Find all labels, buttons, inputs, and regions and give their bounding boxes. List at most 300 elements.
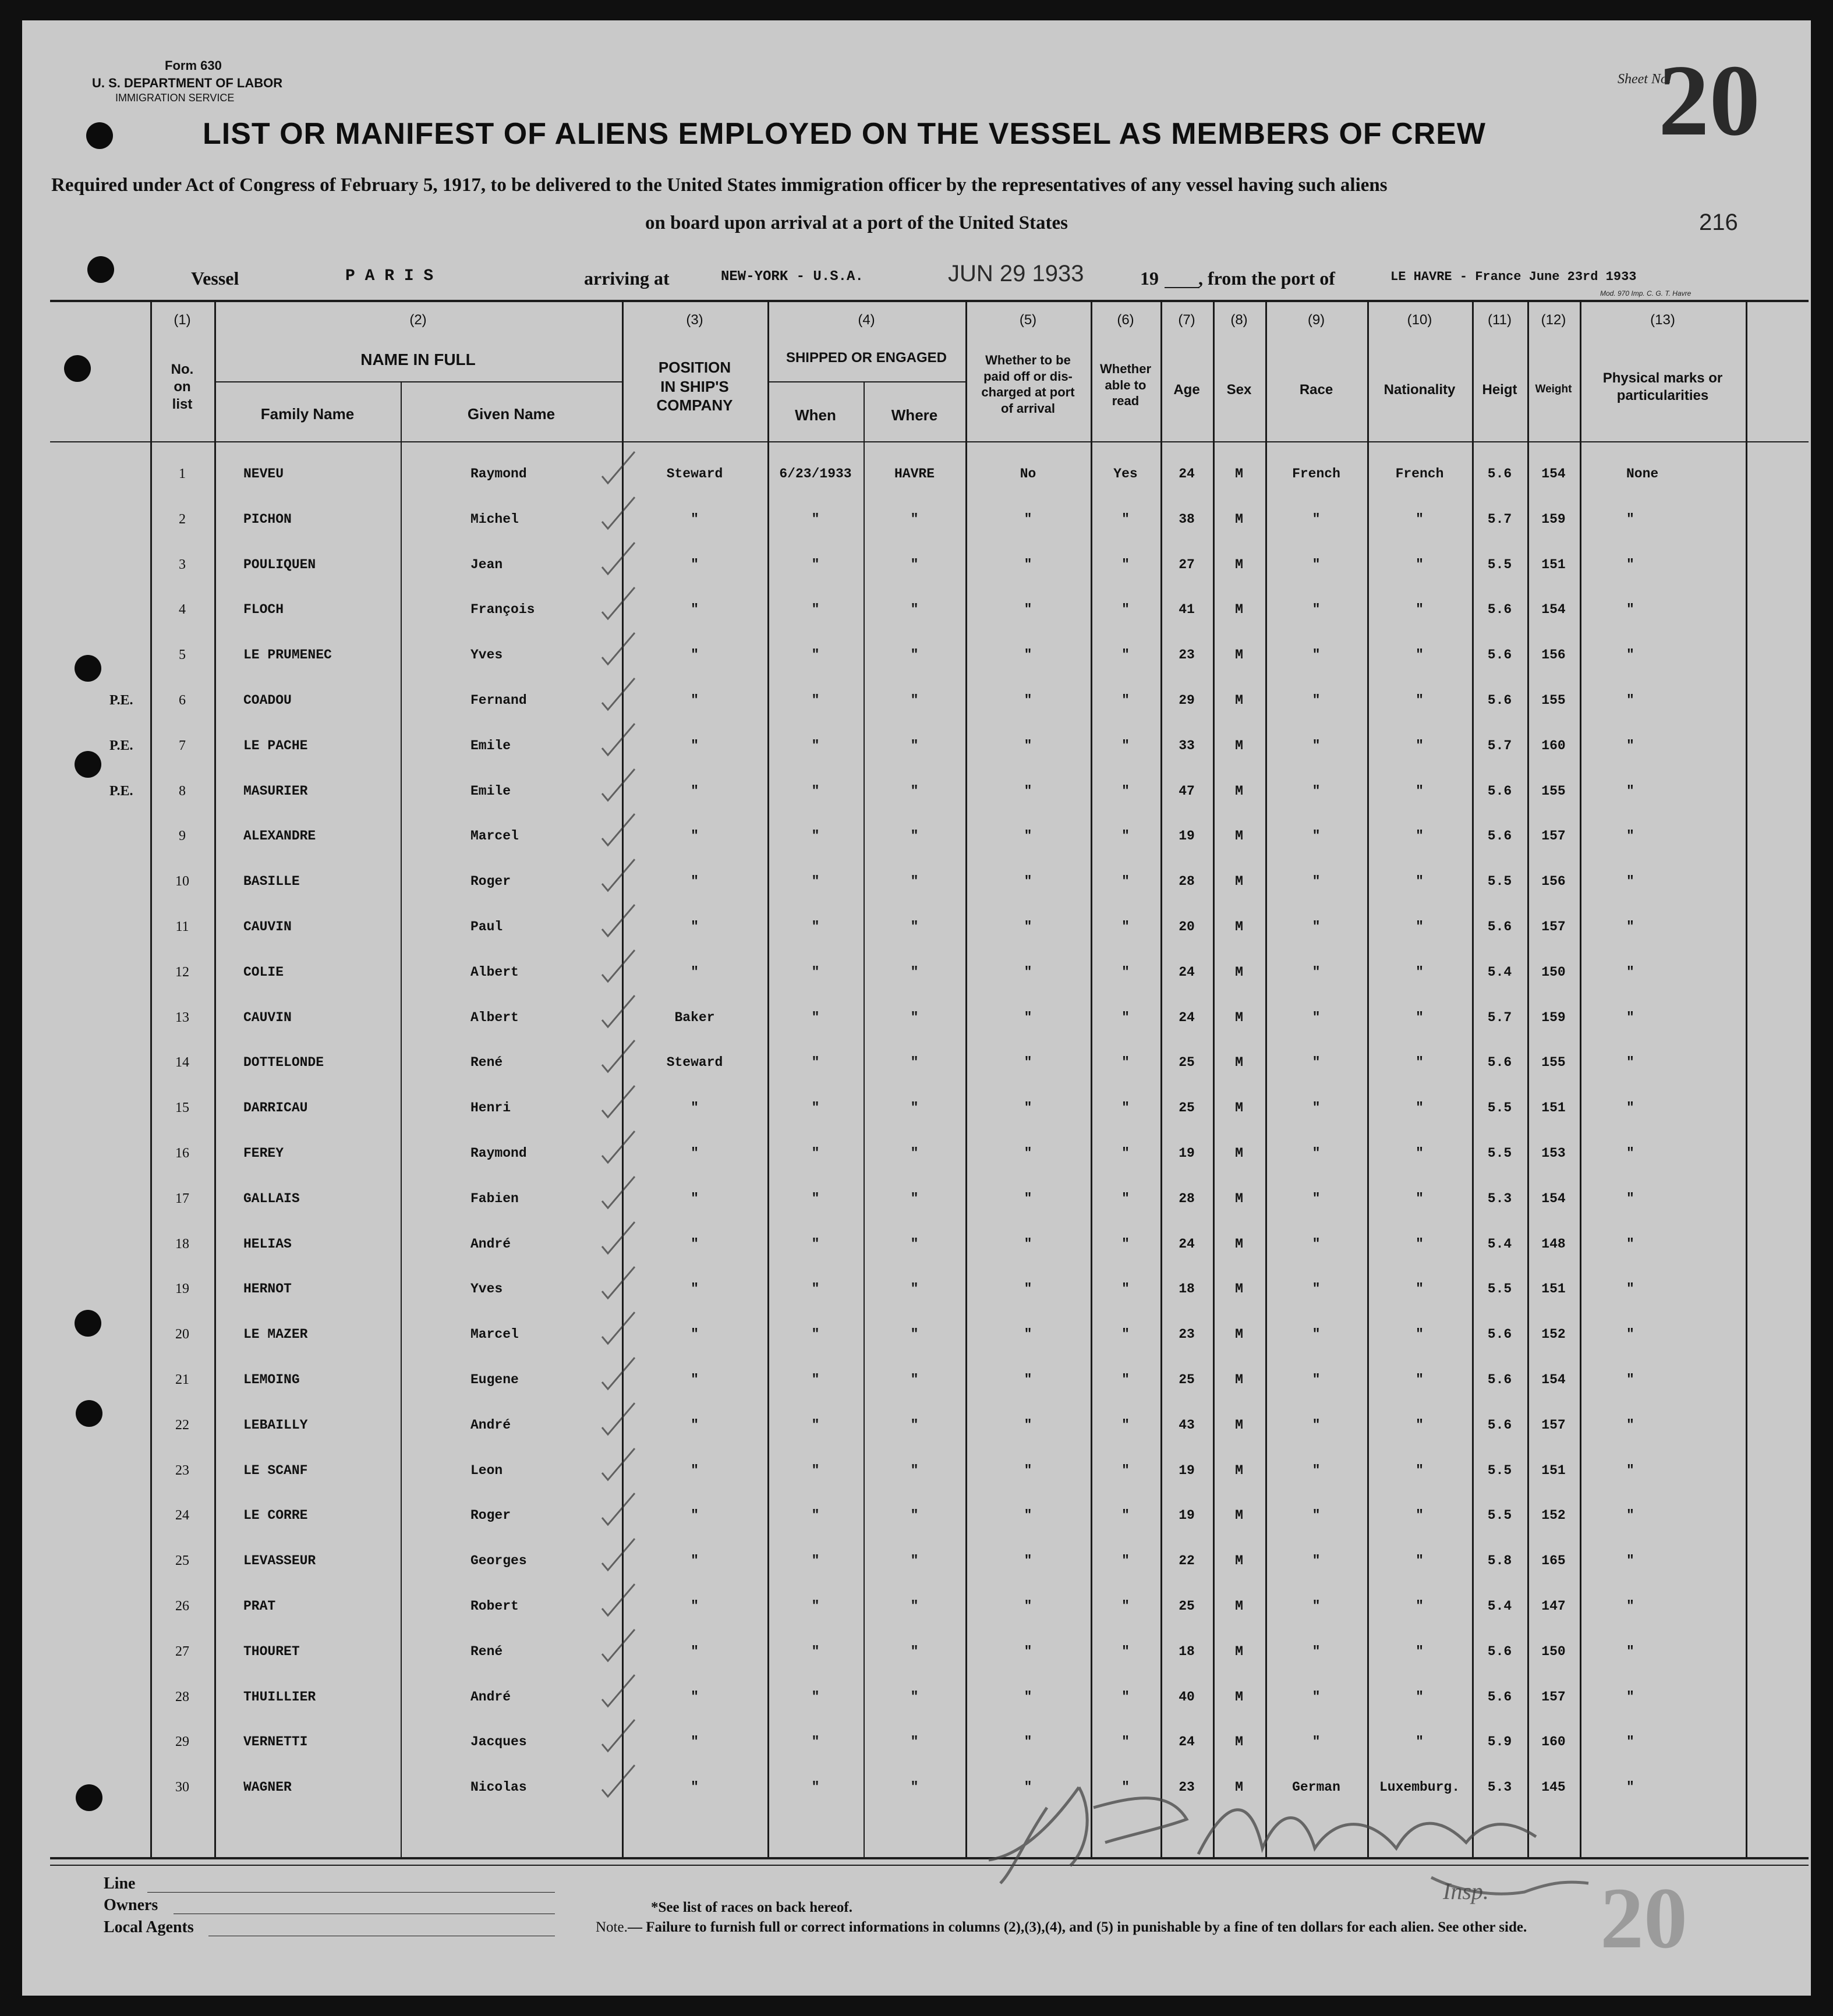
weight-cell: 154 xyxy=(1541,1372,1566,1387)
shipped-where-cell: " xyxy=(910,1780,919,1795)
sex-cell: M xyxy=(1235,1327,1243,1342)
paid-off-cell: " xyxy=(1024,1281,1032,1297)
date-stamp: JUN 29 1933 xyxy=(948,261,1084,286)
col-rule xyxy=(1160,300,1162,1857)
family-name-cell: GALLAIS xyxy=(243,1191,300,1206)
height-cell: 5.5 xyxy=(1487,874,1512,890)
weight-cell: 151 xyxy=(1541,1100,1566,1116)
height-cell: 5.4 xyxy=(1487,1599,1512,1614)
vessel-name: P A R I S xyxy=(345,267,434,285)
punch-hole xyxy=(75,1310,101,1337)
nationality-cell: " xyxy=(1416,1553,1424,1569)
position-cell: " xyxy=(691,1780,699,1795)
position-cell: " xyxy=(691,511,699,527)
paid-off-cell: " xyxy=(1024,1372,1032,1387)
col-number: (6) xyxy=(1117,312,1134,328)
given-name-cell: André xyxy=(470,1689,511,1705)
penalty-note: — Failure to furnish full or correct informations in columns (2),(3),(4), and (5) in punishable by a fine of ten dollars for each alien. See other side. xyxy=(628,1919,1527,1935)
height-cell: 5.8 xyxy=(1487,1553,1512,1569)
family-name-cell: LE PRUMENEC xyxy=(243,647,332,663)
given-name-cell: Nicolas xyxy=(470,1780,527,1795)
given-name-cell: Roger xyxy=(470,874,511,890)
race-cell: " xyxy=(1312,1236,1321,1252)
able-to-read-cell: " xyxy=(1121,1146,1130,1161)
check-mark-icon xyxy=(599,1445,639,1486)
race-cell: " xyxy=(1312,738,1321,753)
weight-cell: 156 xyxy=(1541,874,1566,890)
col-header-nationality: Nationality xyxy=(1383,382,1456,398)
check-mark-icon xyxy=(599,629,639,670)
shipped-when-cell: " xyxy=(811,1734,820,1750)
nationality-cell: " xyxy=(1416,557,1424,572)
height-cell: 5.7 xyxy=(1487,738,1512,753)
sex-cell: M xyxy=(1235,511,1243,527)
check-mark-icon xyxy=(599,1218,639,1259)
nationality-cell: " xyxy=(1416,1508,1424,1523)
given-name-cell: Michel xyxy=(470,511,519,527)
shipped-when-cell: " xyxy=(811,1009,820,1025)
height-cell: 5.6 xyxy=(1487,919,1512,934)
nationality-cell: " xyxy=(1416,1055,1424,1071)
position-cell: " xyxy=(691,738,699,753)
nationality-cell: " xyxy=(1416,1417,1424,1433)
col-number: (12) xyxy=(1541,312,1566,328)
shipped-where-cell: " xyxy=(910,511,919,527)
col-number: (4) xyxy=(858,312,875,328)
family-name-cell: FEREY xyxy=(243,1146,284,1161)
row-number: 2 xyxy=(179,511,186,527)
arrival-port: NEW-YORK - U.S.A. xyxy=(721,269,864,285)
punch-hole xyxy=(86,122,113,149)
age-cell: 29 xyxy=(1179,693,1195,708)
sex-cell: M xyxy=(1235,828,1243,844)
able-to-read-cell: " xyxy=(1121,1236,1130,1252)
able-to-read-cell: " xyxy=(1121,783,1130,799)
able-to-read-cell: " xyxy=(1121,1508,1130,1523)
inspector-signature xyxy=(977,1773,1618,1907)
age-cell: 23 xyxy=(1179,647,1195,663)
able-to-read-cell: " xyxy=(1121,1281,1130,1297)
race-cell: French xyxy=(1292,466,1340,481)
physical-marks-cell: " xyxy=(1626,602,1634,618)
able-to-read-cell: " xyxy=(1121,828,1130,844)
col-header-name: NAME IN FULL xyxy=(360,350,476,369)
shipped-when-cell: " xyxy=(811,919,820,934)
sheet-label: Sheet No. xyxy=(1618,72,1671,87)
sheet-number: 20 xyxy=(1658,44,1760,157)
physical-marks-cell: " xyxy=(1626,1191,1634,1206)
race-cell: " xyxy=(1312,1055,1321,1071)
height-cell: 5.3 xyxy=(1487,1191,1512,1206)
given-name-cell: Raymond xyxy=(470,1146,527,1161)
age-cell: 25 xyxy=(1179,1100,1195,1116)
nationality-cell: " xyxy=(1416,1146,1424,1161)
family-name-cell: HELIAS xyxy=(243,1236,292,1252)
given-name-cell: Jacques xyxy=(470,1734,527,1750)
punch-hole xyxy=(75,751,101,778)
sex-cell: M xyxy=(1235,1462,1243,1478)
col-number: (8) xyxy=(1230,312,1248,328)
family-name-cell: HERNOT xyxy=(243,1281,292,1297)
col-header-when: When xyxy=(795,406,836,424)
weight-cell: 150 xyxy=(1541,1643,1566,1659)
from-port-label: , from the port of xyxy=(1198,268,1335,289)
given-name-cell: Albert xyxy=(470,964,519,980)
check-mark-icon xyxy=(599,1399,639,1440)
family-name-cell: PRAT xyxy=(243,1599,276,1614)
position-cell: " xyxy=(691,1599,699,1614)
col-header-where: Where xyxy=(891,406,938,424)
nationality-cell: " xyxy=(1416,602,1424,618)
paid-off-cell: " xyxy=(1024,1055,1032,1071)
height-cell: 5.6 xyxy=(1487,1327,1512,1342)
height-cell: 5.6 xyxy=(1487,1372,1512,1387)
weight-cell: 153 xyxy=(1541,1146,1566,1161)
col-number: (11) xyxy=(1488,312,1512,328)
paid-off-cell: " xyxy=(1024,964,1032,980)
shipped-where-cell: " xyxy=(910,1281,919,1297)
position-cell: " xyxy=(691,1146,699,1161)
row-number: 6 xyxy=(179,693,186,708)
shipped-where-cell: " xyxy=(910,1462,919,1478)
shipped-where-cell: " xyxy=(910,647,919,663)
col-header-position: POSITION IN SHIP'S COMPANY xyxy=(656,359,733,414)
sex-cell: M xyxy=(1235,1236,1243,1252)
shipped-when-cell: " xyxy=(811,557,820,572)
physical-marks-cell: " xyxy=(1626,919,1634,934)
position-cell: " xyxy=(691,828,699,844)
given-name-cell: Eugene xyxy=(470,1372,519,1387)
family-name-cell: WAGNER xyxy=(243,1780,292,1795)
age-cell: 18 xyxy=(1179,1643,1195,1659)
weight-cell: 160 xyxy=(1541,1734,1566,1750)
nationality-cell: " xyxy=(1416,693,1424,708)
age-cell: 24 xyxy=(1179,1009,1195,1025)
family-name-cell: ALEXANDRE xyxy=(243,828,316,844)
nationality-cell: " xyxy=(1416,1281,1424,1297)
check-mark-icon xyxy=(599,675,639,715)
position-cell: " xyxy=(691,647,699,663)
check-mark-icon xyxy=(599,448,639,489)
shipped-when-cell: " xyxy=(811,1643,820,1659)
shipped-when-cell: " xyxy=(811,1372,820,1387)
sex-cell: M xyxy=(1235,466,1243,481)
given-name-cell: Yves xyxy=(470,1281,503,1297)
race-cell: " xyxy=(1312,1462,1321,1478)
height-cell: 5.6 xyxy=(1487,693,1512,708)
able-to-read-cell: Yes xyxy=(1113,466,1138,481)
able-to-read-cell: " xyxy=(1121,919,1130,934)
check-mark-icon xyxy=(599,992,639,1033)
punch-hole xyxy=(87,256,114,283)
height-cell: 5.5 xyxy=(1487,1462,1512,1478)
age-cell: 23 xyxy=(1179,1327,1195,1342)
paid-off-cell: " xyxy=(1024,828,1032,844)
shipped-when-cell: " xyxy=(811,783,820,799)
position-cell: " xyxy=(691,1643,699,1659)
race-cell: " xyxy=(1312,1553,1321,1569)
row-number: 20 xyxy=(175,1327,189,1342)
sex-cell: M xyxy=(1235,1508,1243,1523)
height-cell: 5.7 xyxy=(1487,1009,1512,1025)
physical-marks-cell: " xyxy=(1626,1417,1634,1433)
given-name-cell: Fernand xyxy=(470,693,527,708)
paid-off-cell: " xyxy=(1024,1780,1032,1795)
shipped-subheader-rule xyxy=(767,381,965,382)
height-cell: 5.6 xyxy=(1487,783,1512,799)
col-rule xyxy=(965,300,967,1857)
position-cell: " xyxy=(691,1462,699,1478)
physical-marks-cell: " xyxy=(1626,1055,1634,1071)
check-mark-icon xyxy=(599,810,639,851)
shipped-when-cell: " xyxy=(811,1508,820,1523)
year-label: 19 xyxy=(1140,268,1159,289)
shipped-when-cell: " xyxy=(811,1055,820,1071)
shipped-where-cell: " xyxy=(910,1009,919,1025)
able-to-read-cell: " xyxy=(1121,1100,1130,1116)
paid-off-cell: " xyxy=(1024,1009,1032,1025)
height-cell: 5.6 xyxy=(1487,647,1512,663)
col-rule xyxy=(1213,300,1215,1857)
weight-cell: 152 xyxy=(1541,1508,1566,1523)
family-name-cell: VERNETTI xyxy=(243,1734,308,1750)
shipped-when-cell: " xyxy=(811,874,820,890)
paid-off-cell: " xyxy=(1024,1146,1032,1161)
given-name-cell: Emile xyxy=(470,783,511,799)
physical-marks-cell: " xyxy=(1626,828,1634,844)
paid-off-cell: " xyxy=(1024,1417,1032,1433)
physical-marks-cell: " xyxy=(1626,1508,1634,1523)
shipped-when-cell: " xyxy=(811,1100,820,1116)
able-to-read-cell: " xyxy=(1121,1009,1130,1025)
weight-cell: 159 xyxy=(1541,1009,1566,1025)
able-to-read-cell: " xyxy=(1121,738,1130,753)
shipped-where-cell: " xyxy=(910,1055,919,1071)
height-cell: 5.5 xyxy=(1487,1146,1512,1161)
sex-cell: M xyxy=(1235,693,1243,708)
family-name-cell: DOTTELONDE xyxy=(243,1055,324,1071)
able-to-read-cell: " xyxy=(1121,1780,1130,1795)
nationality-cell: " xyxy=(1416,874,1424,890)
nationality-cell: " xyxy=(1416,1100,1424,1116)
age-cell: 19 xyxy=(1179,828,1195,844)
paid-off-cell: " xyxy=(1024,1327,1032,1342)
vessel-label: Vessel xyxy=(191,268,239,289)
col-header-race: Race xyxy=(1299,382,1333,398)
age-cell: 19 xyxy=(1179,1508,1195,1523)
height-cell: 5.9 xyxy=(1487,1734,1512,1750)
able-to-read-cell: " xyxy=(1121,1462,1130,1478)
col-header-shipped: SHIPPED OR ENGAGED xyxy=(785,350,947,366)
shipped-where-cell: " xyxy=(910,1689,919,1705)
family-name-cell: BASILLE xyxy=(243,874,300,890)
shipped-when-cell: " xyxy=(811,602,820,618)
shipped-where-cell: " xyxy=(910,1508,919,1523)
physical-marks-cell: " xyxy=(1626,738,1634,753)
physical-marks-cell: " xyxy=(1626,1281,1634,1297)
col-rule xyxy=(767,300,769,1857)
position-cell: " xyxy=(691,693,699,708)
note-prefix: Note. xyxy=(596,1919,628,1935)
punch-hole xyxy=(76,1400,102,1427)
age-cell: 22 xyxy=(1179,1553,1195,1569)
height-cell: 5.3 xyxy=(1487,1780,1512,1795)
row-number: 25 xyxy=(175,1553,189,1569)
age-cell: 47 xyxy=(1179,783,1195,799)
weight-cell: 151 xyxy=(1541,557,1566,572)
col-rule xyxy=(1265,300,1267,1857)
paid-off-cell: " xyxy=(1024,1599,1032,1614)
position-cell: " xyxy=(691,919,699,934)
given-name-cell: Henri xyxy=(470,1100,511,1116)
shipped-where-cell: " xyxy=(910,919,919,934)
col-number: (10) xyxy=(1407,312,1432,328)
position-cell: " xyxy=(691,1191,699,1206)
weight-cell: 155 xyxy=(1541,783,1566,799)
row-number: 12 xyxy=(175,964,189,980)
age-cell: 27 xyxy=(1179,557,1195,572)
physical-marks-cell: " xyxy=(1626,1236,1634,1252)
able-to-read-cell: " xyxy=(1121,964,1130,980)
punch-hole xyxy=(64,355,91,382)
age-cell: 19 xyxy=(1179,1146,1195,1161)
position-cell: " xyxy=(691,1553,699,1569)
check-mark-icon xyxy=(599,539,639,580)
weight-cell: 154 xyxy=(1541,1191,1566,1206)
age-cell: 41 xyxy=(1179,602,1195,618)
weight-cell: 154 xyxy=(1541,602,1566,618)
sex-cell: M xyxy=(1235,1734,1243,1750)
check-mark-icon xyxy=(599,1671,639,1712)
check-mark-icon xyxy=(599,1716,639,1757)
sheet-number-stamp: 20 xyxy=(1600,1870,1687,1967)
row-number: 1 xyxy=(179,466,186,481)
shipped-where-cell: " xyxy=(910,1372,919,1387)
family-name-cell: LEMOING xyxy=(243,1372,300,1387)
row-number: 27 xyxy=(175,1643,189,1659)
race-cell: " xyxy=(1312,1508,1321,1523)
age-cell: 25 xyxy=(1179,1055,1195,1071)
able-to-read-cell: " xyxy=(1121,1643,1130,1659)
able-to-read-cell: " xyxy=(1121,1417,1130,1433)
shipped-when-cell: " xyxy=(811,1327,820,1342)
form-number: Form 630 xyxy=(165,58,222,73)
sex-cell: M xyxy=(1235,1100,1243,1116)
given-name-cell: Roger xyxy=(470,1508,511,1523)
paid-off-cell: " xyxy=(1024,511,1032,527)
check-mark-icon xyxy=(599,1581,639,1621)
check-mark-icon xyxy=(599,1082,639,1123)
given-name-cell: Yves xyxy=(470,647,503,663)
col-header-sex: Sex xyxy=(1226,382,1252,398)
able-to-read-cell: " xyxy=(1121,1689,1130,1705)
family-name-cell: CAUVIN xyxy=(243,1009,292,1025)
physical-marks-cell: " xyxy=(1626,783,1634,799)
row-number: 3 xyxy=(179,557,186,572)
race-cell: " xyxy=(1312,964,1321,980)
height-cell: 5.4 xyxy=(1487,964,1512,980)
weight-cell: 157 xyxy=(1541,1417,1566,1433)
physical-marks-cell: " xyxy=(1626,964,1634,980)
physical-marks-cell: " xyxy=(1626,511,1634,527)
given-name-cell: Raymond xyxy=(470,466,527,481)
able-to-read-cell: " xyxy=(1121,1372,1130,1387)
weight-cell: 156 xyxy=(1541,647,1566,663)
race-cell: " xyxy=(1312,1146,1321,1161)
given-name-cell: Fabien xyxy=(470,1191,519,1206)
check-mark-icon xyxy=(599,1128,639,1168)
shipped-where-cell: " xyxy=(910,1191,919,1206)
sex-cell: M xyxy=(1235,1191,1243,1206)
row-number: 13 xyxy=(175,1009,189,1025)
shipped-where-cell: HAVRE xyxy=(894,466,935,481)
position-cell: " xyxy=(691,557,699,572)
physical-marks-cell: " xyxy=(1626,1599,1634,1614)
nationality-cell: " xyxy=(1416,828,1424,844)
paid-off-cell: No xyxy=(1020,466,1036,481)
nationality-cell: French xyxy=(1395,466,1444,481)
shipped-when-cell: " xyxy=(811,693,820,708)
nationality-cell: " xyxy=(1416,919,1424,934)
sex-cell: M xyxy=(1235,1146,1243,1161)
paid-off-cell: " xyxy=(1024,1462,1032,1478)
given-name-cell: François xyxy=(470,602,535,618)
family-name-cell: COLIE xyxy=(243,964,284,980)
row-number: 29 xyxy=(175,1734,189,1750)
able-to-read-cell: " xyxy=(1121,1734,1130,1750)
physical-marks-cell: " xyxy=(1626,647,1634,663)
row-number: 16 xyxy=(175,1146,189,1161)
sex-cell: M xyxy=(1235,1689,1243,1705)
weight-cell: 155 xyxy=(1541,693,1566,708)
race-cell: " xyxy=(1312,647,1321,663)
given-name-cell: Emile xyxy=(470,738,511,753)
paid-off-cell: " xyxy=(1024,647,1032,663)
given-name-cell: Marcel xyxy=(470,828,519,844)
height-cell: 5.6 xyxy=(1487,1689,1512,1705)
race-cell: " xyxy=(1312,1643,1321,1659)
check-mark-icon xyxy=(599,947,639,987)
paid-off-cell: " xyxy=(1024,1100,1032,1116)
paid-off-cell: " xyxy=(1024,1734,1032,1750)
height-cell: 5.5 xyxy=(1487,1100,1512,1116)
shipped-where-cell: " xyxy=(910,557,919,572)
col-number: (5) xyxy=(1019,312,1037,328)
line-label: Line xyxy=(104,1875,136,1893)
able-to-read-cell: " xyxy=(1121,647,1130,663)
age-cell: 25 xyxy=(1179,1599,1195,1614)
sex-cell: M xyxy=(1235,1643,1243,1659)
shipped-when-cell: " xyxy=(811,647,820,663)
service-label: IMMIGRATION SERVICE xyxy=(115,92,235,104)
height-cell: 5.6 xyxy=(1487,1643,1512,1659)
nationality-cell: " xyxy=(1416,738,1424,753)
sex-cell: M xyxy=(1235,557,1243,572)
race-cell: " xyxy=(1312,1281,1321,1297)
check-mark-icon xyxy=(599,494,639,534)
paid-off-cell: " xyxy=(1024,602,1032,618)
check-mark-icon xyxy=(599,1626,639,1667)
shipped-where-cell: " xyxy=(910,1100,919,1116)
age-cell: 19 xyxy=(1179,1462,1195,1478)
row-number: 28 xyxy=(175,1689,189,1705)
height-cell: 5.6 xyxy=(1487,828,1512,844)
given-name-cell: René xyxy=(470,1643,503,1659)
physical-marks-cell: " xyxy=(1626,1327,1634,1342)
paid-off-cell: " xyxy=(1024,693,1032,708)
check-mark-icon xyxy=(599,1263,639,1304)
local-agents-label: Local Agents xyxy=(104,1918,194,1936)
